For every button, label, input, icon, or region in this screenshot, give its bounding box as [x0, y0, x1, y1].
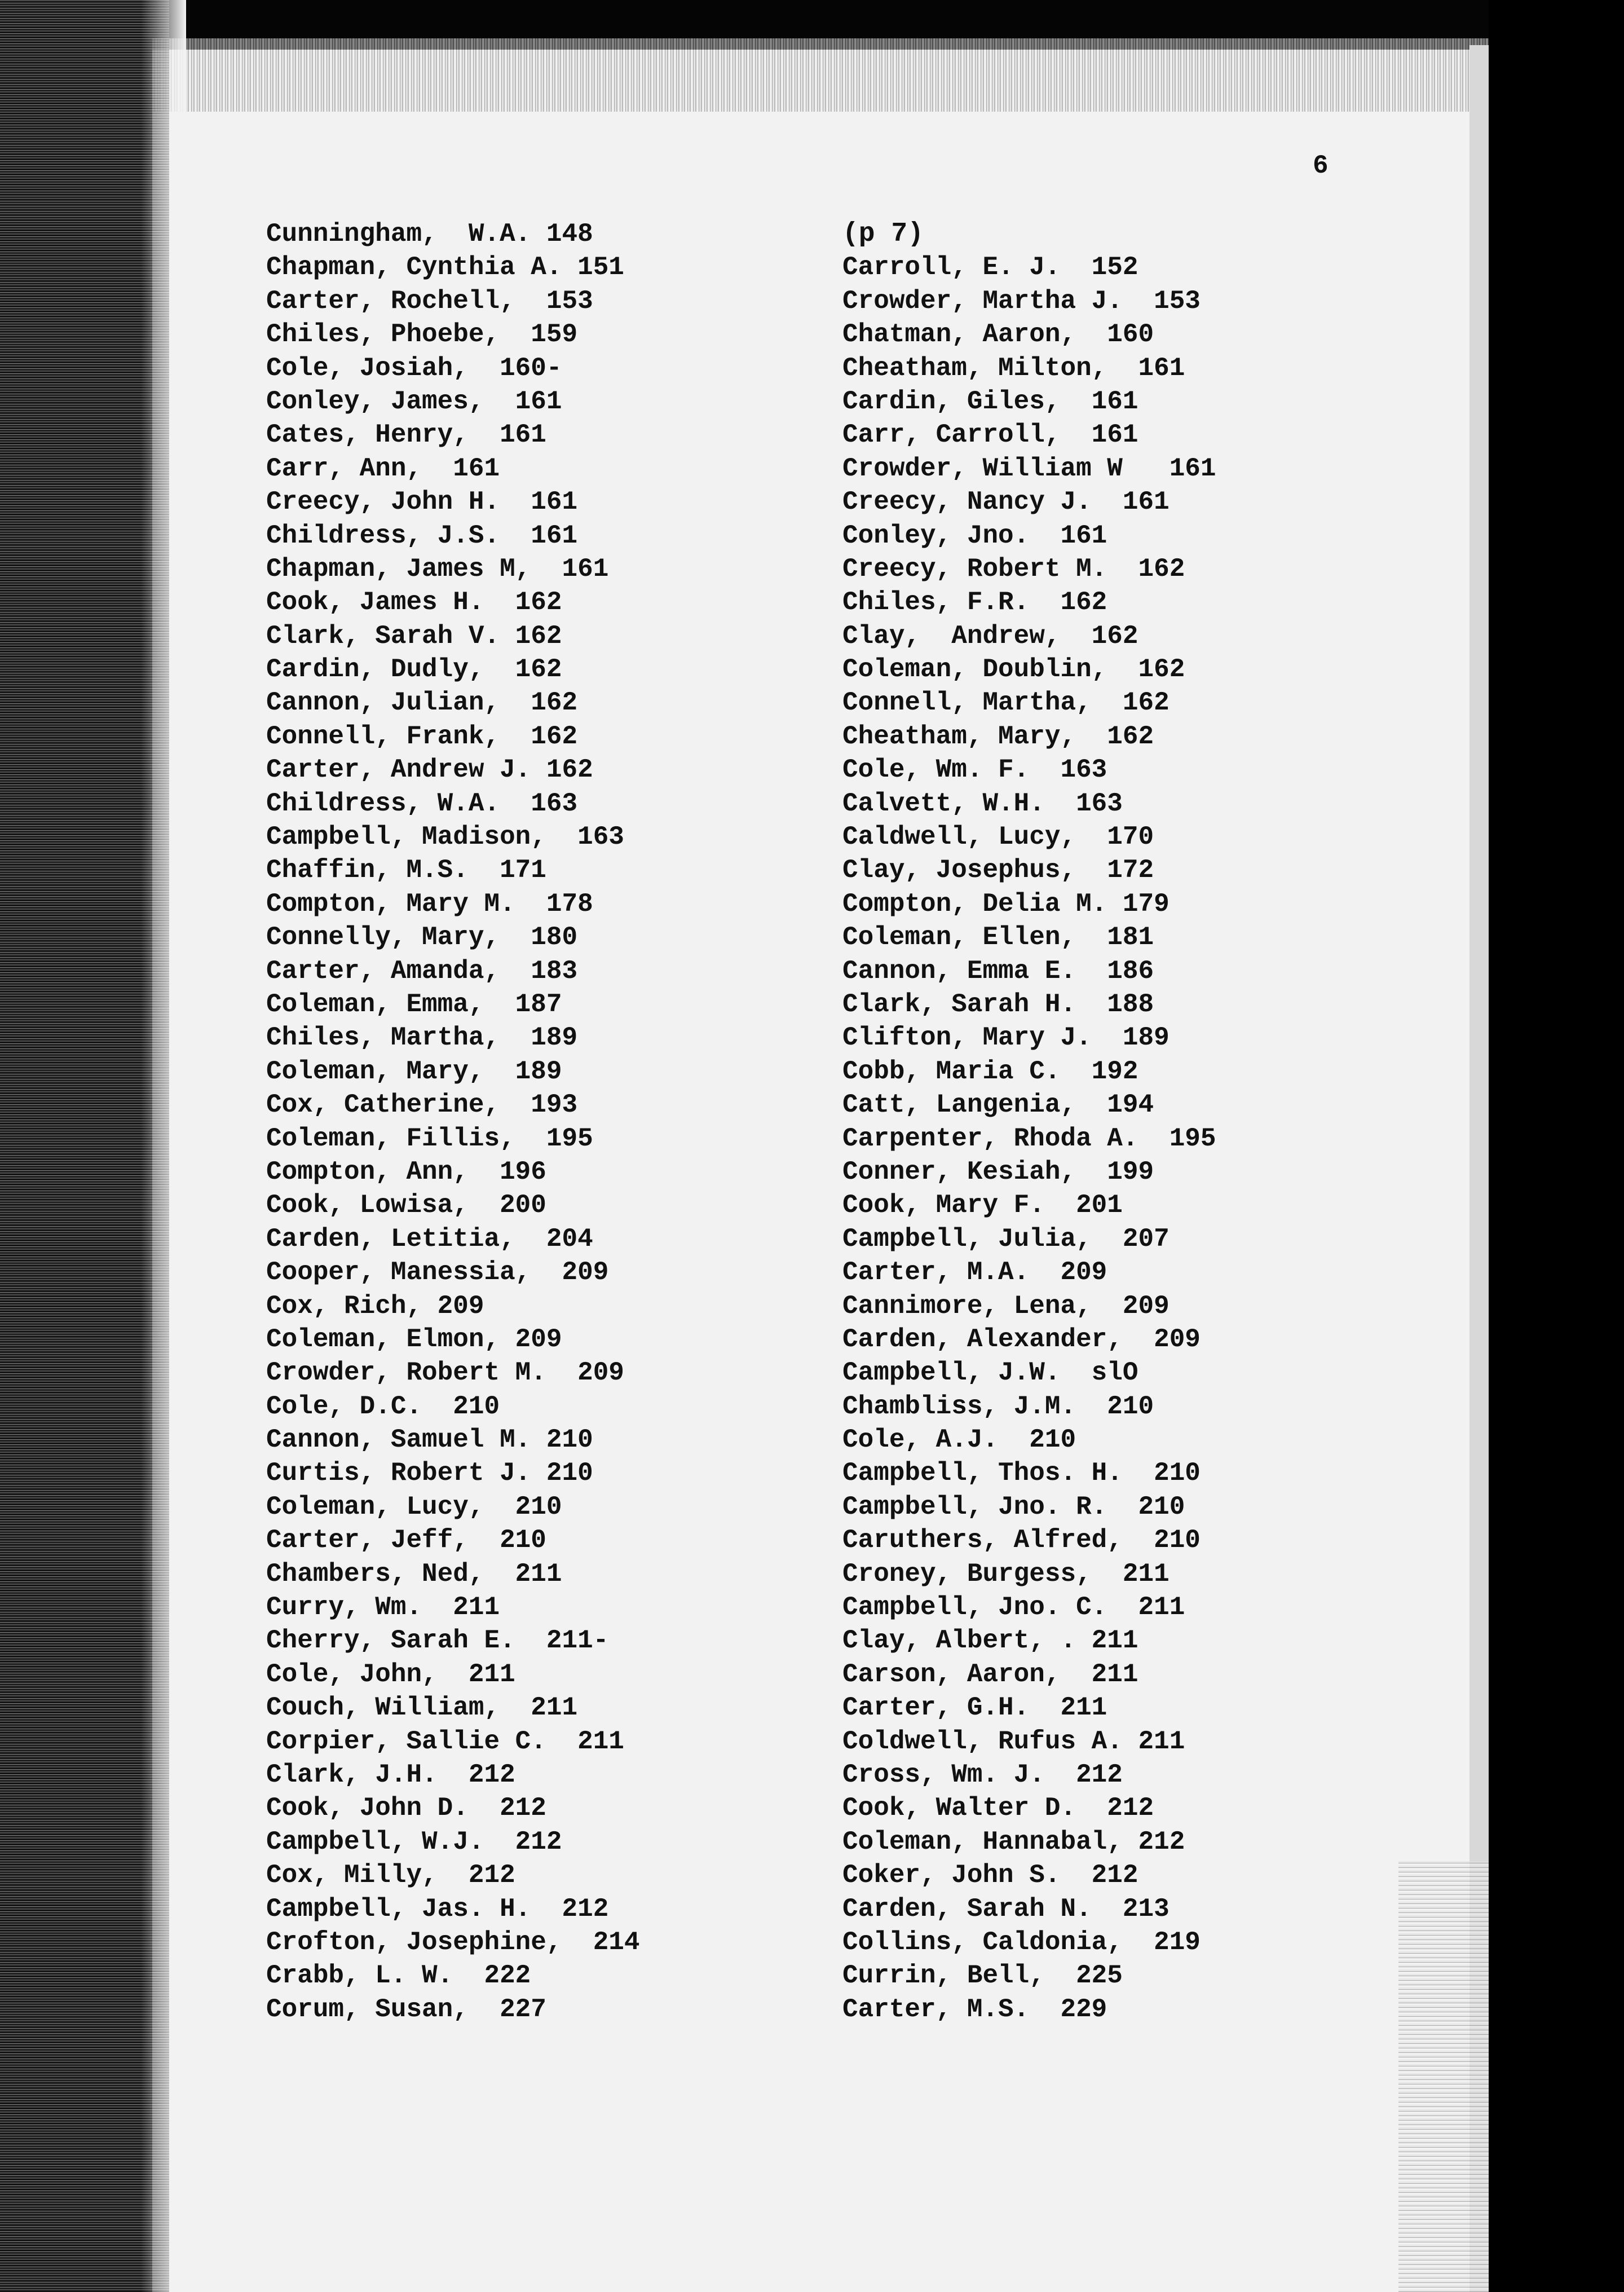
- index-entry: Coleman, Hannabal, 212: [842, 1827, 1185, 1857]
- index-entry: Cannimore, Lena, 209: [842, 1291, 1170, 1321]
- index-entry: Coleman, Doublin, 162: [842, 655, 1185, 685]
- index-entry: Chiles, Martha, 189: [266, 1023, 578, 1053]
- index-entry: Carter, M.A. 209: [842, 1258, 1107, 1288]
- index-entry: Carter, Andrew J. 162: [266, 755, 593, 785]
- index-entry: Curry, Wm. 211: [266, 1593, 500, 1623]
- index-column-left: [266, 218, 640, 2026]
- index-entry: Carr, Ann, 161: [266, 453, 500, 483]
- index-entry: Carter, Jeff, 210: [266, 1526, 546, 1555]
- index-entry: Cook, Mary F. 201: [842, 1191, 1123, 1220]
- index-entry: Cates, Henry, 161: [266, 420, 546, 450]
- index-entry: Chaffin, M.S. 171: [266, 856, 546, 885]
- index-entry: Cole, John, 211: [266, 1659, 515, 1689]
- index-entry: Campbell, Thos. H. 210: [842, 1458, 1201, 1488]
- index-entry: Clark, J.H. 212: [266, 1760, 515, 1789]
- page-number: 6: [1313, 151, 1329, 180]
- index-entry: Carter, Amanda, 183: [266, 956, 578, 986]
- index-entry: Clark, Sarah V. 162: [266, 621, 562, 651]
- index-entry: Coleman, Mary, 189: [266, 1056, 562, 1086]
- scan-border-right: [1489, 0, 1624, 2292]
- index-entry: Cherry, Sarah E. 211-: [266, 1626, 609, 1656]
- index-entry: Carson, Aaron, 211: [842, 1659, 1138, 1689]
- index-entry: Cheatham, Mary, 162: [842, 721, 1154, 751]
- index-entry: Crofton, Josephine, 214: [266, 1927, 640, 1957]
- index-entry: Cross, Wm. J. 212: [842, 1760, 1123, 1789]
- index-entry: Cook, Lowisa, 200: [266, 1191, 546, 1220]
- index-entry: Cannon, Julian, 162: [266, 688, 578, 718]
- index-entry: Coleman, Emma, 187: [266, 989, 562, 1019]
- scan-noise-bottom-right: [1398, 1861, 1489, 2292]
- index-entry: Catt, Langenia, 194: [842, 1090, 1154, 1120]
- index-entry: Cook, James H. 162: [266, 588, 562, 618]
- index-entry: Carpenter, Rhoda A. 195: [842, 1123, 1216, 1153]
- index-entry: Compton, Mary M. 178: [266, 889, 593, 919]
- index-entry: Carr, Carroll, 161: [842, 420, 1138, 450]
- index-entry: Campbell, Jas. H. 212: [266, 1894, 609, 1924]
- index-entry: Cox, Milly, 212: [266, 1861, 515, 1890]
- index-entry: Connell, Frank, 162: [266, 721, 578, 751]
- index-entry: Chiles, F.R. 162: [842, 588, 1107, 618]
- index-entry: Caldwell, Lucy, 170: [842, 822, 1154, 852]
- index-entry: Corpier, Sallie C. 211: [266, 1726, 624, 1756]
- index-entry: Caruthers, Alfred, 210: [842, 1526, 1201, 1555]
- index-entry: Chambliss, J.M. 210: [842, 1391, 1154, 1421]
- index-entry: Cannon, Samuel M. 210: [266, 1425, 593, 1455]
- index-entry: Childress, J.S. 161: [266, 521, 578, 550]
- index-entry: Chambers, Ned, 211: [266, 1559, 562, 1589]
- index-entry: Campbell, Madison, 163: [266, 822, 624, 852]
- index-entry: Collins, Caldonia, 219: [842, 1927, 1201, 1957]
- index-entry: Cole, Josiah, 160-: [266, 353, 562, 383]
- index-entry: Campbell, Jno. C. 211: [842, 1593, 1185, 1623]
- index-entry: Campbell, J.W. slO: [842, 1358, 1138, 1388]
- index-entry: Crowder, Robert M. 209: [266, 1358, 624, 1388]
- index-entry: Childress, W.A. 163: [266, 788, 578, 818]
- index-entry: Cobb, Maria C. 192: [842, 1056, 1138, 1086]
- index-column-right: [842, 218, 1216, 2026]
- index-entry: Carden, Sarah N. 213: [842, 1894, 1170, 1924]
- index-entry: Clay, Albert, . 211: [842, 1626, 1138, 1656]
- scan-edge-fade: [141, 0, 186, 2292]
- index-entry: Cole, Wm. F. 163: [842, 755, 1107, 785]
- index-entry: Cardin, Dudly, 162: [266, 655, 562, 685]
- index-entry: Crabb, L. W. 222: [266, 1961, 531, 1991]
- index-entry: Cox, Rich, 209: [266, 1291, 484, 1321]
- index-entry: Conley, Jno. 161: [842, 521, 1107, 550]
- index-entry: Compton, Ann, 196: [266, 1157, 546, 1187]
- index-entry: Cook, John D. 212: [266, 1793, 546, 1823]
- index-entry: Connell, Martha, 162: [842, 688, 1170, 718]
- index-entry: Currin, Bell, 225: [842, 1961, 1123, 1991]
- index-entry: Couch, William, 211: [266, 1693, 578, 1723]
- index-entry: Clifton, Mary J. 189: [842, 1023, 1170, 1053]
- index-entry: Chiles, Phoebe, 159: [266, 320, 578, 350]
- index-entry: Crowder, William W 161: [842, 453, 1216, 483]
- index-entry: Corum, Susan, 227: [266, 1994, 546, 2024]
- index-entry: Cooper, Manessia, 209: [266, 1258, 609, 1288]
- index-entry: Chapman, Cynthia A. 151: [266, 253, 624, 283]
- index-entry: Cardin, Giles, 161: [842, 386, 1138, 416]
- index-entry: Crowder, Martha J. 153: [842, 286, 1201, 316]
- index-entry: Creecy, Nancy J. 161: [842, 487, 1170, 517]
- index-entry: Clay, Josephus, 172: [842, 856, 1154, 885]
- index-entry: Cunningham, W.A. 148: [266, 219, 593, 249]
- column-heading: (p 7): [842, 219, 924, 249]
- index-entry: Conley, James, 161: [266, 386, 562, 416]
- index-entry: Compton, Delia M. 179: [842, 889, 1170, 919]
- index-entry: Coldwell, Rufus A. 211: [842, 1726, 1185, 1756]
- index-entry: Creecy, Robert M. 162: [842, 554, 1185, 584]
- index-entry: Curtis, Robert J. 210: [266, 1458, 593, 1488]
- index-entry: Chatman, Aaron, 160: [842, 320, 1154, 350]
- index-entry: Clay, Andrew, 162: [842, 621, 1138, 651]
- index-entry: Calvett, W.H. 163: [842, 788, 1123, 818]
- index-entry: Campbell, W.J. 212: [266, 1827, 562, 1857]
- index-entry: Cook, Walter D. 212: [842, 1793, 1154, 1823]
- index-entry: Carter, G.H. 211: [842, 1693, 1107, 1723]
- scan-noise-top: [152, 38, 1506, 112]
- index-entry: Chapman, James M, 161: [266, 554, 609, 584]
- index-entry: Campbell, Julia, 207: [842, 1224, 1170, 1254]
- index-entry: Cox, Catherine, 193: [266, 1090, 578, 1120]
- index-entry: Carden, Alexander, 209: [842, 1324, 1201, 1354]
- index-entry: Cole, D.C. 210: [266, 1391, 500, 1421]
- index-entry: Coker, John S. 212: [842, 1861, 1138, 1890]
- index-entry: Coleman, Elmon, 209: [266, 1324, 562, 1354]
- index-entry: Connelly, Mary, 180: [266, 923, 578, 953]
- index-entry: Coleman, Lucy, 210: [266, 1492, 562, 1522]
- index-entry: Carter, M.S. 229: [842, 1994, 1107, 2024]
- index-entry: Conner, Kesiah, 199: [842, 1157, 1154, 1187]
- index-entry: Cheatham, Milton, 161: [842, 353, 1185, 383]
- index-entry: Clark, Sarah H. 188: [842, 989, 1154, 1019]
- index-entry: Croney, Burgess, 211: [842, 1559, 1170, 1589]
- index-entry: Cannon, Emma E. 186: [842, 956, 1154, 986]
- index-entry: Creecy, John H. 161: [266, 487, 578, 517]
- index-entry: Coleman, Ellen, 181: [842, 923, 1154, 953]
- index-entry: Coleman, Fillis, 195: [266, 1123, 593, 1153]
- index-entry: Carter, Rochell, 153: [266, 286, 593, 316]
- index-entry: Campbell, Jno. R. 210: [842, 1492, 1185, 1522]
- index-entry: Carroll, E. J. 152: [842, 253, 1138, 283]
- index-entry: Carden, Letitia, 204: [266, 1224, 593, 1254]
- index-entry: Cole, A.J. 210: [842, 1425, 1076, 1455]
